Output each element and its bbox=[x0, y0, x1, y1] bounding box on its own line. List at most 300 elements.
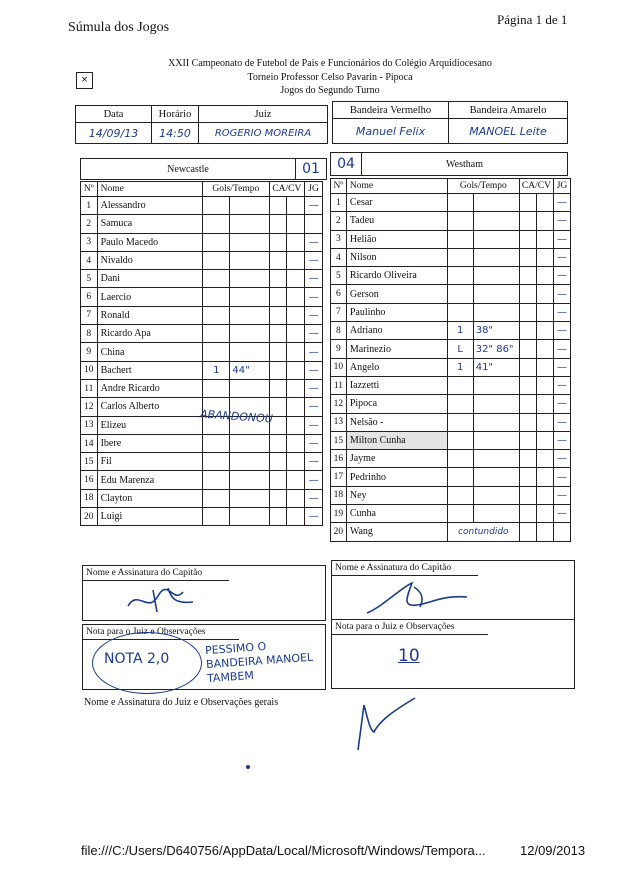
player-row bbox=[331, 468, 571, 486]
player-goals[interactable] bbox=[447, 376, 473, 394]
player-name: Ney bbox=[346, 486, 447, 504]
player-number: 2 bbox=[81, 215, 98, 233]
player-played-mark[interactable]: — bbox=[553, 431, 570, 449]
player-goals[interactable] bbox=[447, 285, 473, 303]
player-goals[interactable] bbox=[447, 194, 473, 212]
player-goal-time[interactable] bbox=[473, 468, 519, 486]
player-card-cv[interactable] bbox=[287, 434, 305, 452]
away-score[interactable]: 04 bbox=[331, 153, 362, 176]
player-card-cv[interactable] bbox=[536, 340, 553, 358]
player-card-ca[interactable] bbox=[519, 395, 536, 413]
player-goals[interactable] bbox=[203, 251, 230, 269]
player-played-mark[interactable]: — bbox=[305, 288, 323, 306]
player-number: 20 bbox=[331, 523, 347, 541]
home-score[interactable]: 01 bbox=[296, 159, 327, 180]
player-goal-time[interactable] bbox=[473, 505, 519, 523]
date-value[interactable]: 14/09/13 bbox=[76, 123, 152, 144]
col-cards: CA/CV bbox=[519, 179, 553, 194]
player-played-mark[interactable]: — bbox=[305, 416, 323, 434]
player-played-mark[interactable]: — bbox=[305, 197, 323, 215]
away-team-header bbox=[330, 152, 568, 176]
player-goal-time[interactable] bbox=[473, 486, 519, 504]
player-goal-time[interactable] bbox=[230, 197, 269, 215]
player-card-cv[interactable] bbox=[536, 505, 553, 523]
player-card-cv[interactable] bbox=[287, 453, 305, 471]
player-number: 4 bbox=[331, 248, 347, 266]
player-goals[interactable]: 1 bbox=[203, 361, 230, 379]
player-goals[interactable] bbox=[447, 212, 473, 230]
player-name: Elizeu bbox=[97, 416, 203, 434]
player-goal-time[interactable] bbox=[230, 379, 269, 397]
player-name: Fil bbox=[97, 453, 203, 471]
footer-date: 12/09/2013 bbox=[520, 843, 586, 858]
player-card-ca[interactable] bbox=[269, 270, 287, 288]
referee-signature-label: Nome e Assinatura do Juiz e Observações gerais bbox=[84, 697, 279, 708]
player-goal-time[interactable] bbox=[230, 233, 269, 251]
player-card-ca[interactable] bbox=[519, 431, 536, 449]
player-goals[interactable] bbox=[203, 197, 230, 215]
ink-dot bbox=[246, 765, 250, 769]
player-number: 12 bbox=[81, 398, 98, 416]
player-goals[interactable] bbox=[447, 431, 473, 449]
home-team-name: Newcastle bbox=[81, 159, 296, 180]
away-captain-signature bbox=[362, 577, 472, 617]
player-card-ca[interactable] bbox=[519, 322, 536, 340]
player-goal-time[interactable] bbox=[473, 212, 519, 230]
player-goal-time[interactable] bbox=[473, 285, 519, 303]
player-goals[interactable] bbox=[203, 379, 230, 397]
away-captain-box[interactable] bbox=[331, 560, 575, 620]
col-num: Nº bbox=[81, 182, 98, 197]
player-played-mark[interactable] bbox=[553, 523, 570, 541]
player-card-cv[interactable] bbox=[536, 358, 553, 376]
player-card-cv[interactable] bbox=[287, 508, 305, 526]
player-name: Ricardo Oliveira bbox=[346, 267, 447, 285]
player-number: 18 bbox=[331, 486, 347, 504]
player-name: Andre Ricardo bbox=[97, 379, 203, 397]
player-played-mark[interactable]: — bbox=[305, 434, 323, 452]
player-card-ca[interactable] bbox=[519, 194, 536, 212]
player-name: Ibere bbox=[97, 434, 203, 452]
player-name: Nilson bbox=[346, 248, 447, 266]
player-name: China bbox=[97, 343, 203, 361]
player-goals[interactable] bbox=[203, 471, 230, 489]
player-name: Pipoca bbox=[346, 395, 447, 413]
player-goal-time[interactable] bbox=[473, 431, 519, 449]
player-played-mark[interactable]: — bbox=[553, 340, 570, 358]
player-played-mark[interactable]: — bbox=[553, 358, 570, 376]
player-goals[interactable] bbox=[447, 230, 473, 248]
player-row bbox=[331, 322, 571, 340]
player-number: 17 bbox=[331, 468, 347, 486]
player-goals[interactable] bbox=[447, 486, 473, 504]
player-card-ca[interactable] bbox=[269, 215, 287, 233]
player-played-mark[interactable]: — bbox=[553, 413, 570, 431]
player-played-mark[interactable]: — bbox=[305, 471, 323, 489]
player-row bbox=[331, 486, 571, 504]
player-goal-time[interactable] bbox=[473, 450, 519, 468]
player-row bbox=[331, 285, 571, 303]
player-number: 8 bbox=[331, 322, 347, 340]
player-card-cv[interactable] bbox=[287, 379, 305, 397]
player-goal-time[interactable]: 38" bbox=[473, 322, 519, 340]
player-played-mark[interactable]: — bbox=[305, 233, 323, 251]
player-number: 4 bbox=[81, 251, 98, 269]
player-goals[interactable] bbox=[203, 306, 230, 324]
player-goal-time[interactable] bbox=[230, 215, 269, 233]
away-notes-label: Nota para o Juiz e Observações bbox=[332, 620, 488, 635]
player-card-cv[interactable] bbox=[536, 395, 553, 413]
player-card-ca[interactable] bbox=[269, 361, 287, 379]
player-goals[interactable]: L bbox=[447, 340, 473, 358]
player-card-cv[interactable] bbox=[536, 450, 553, 468]
referee-signature bbox=[340, 690, 420, 755]
player-card-cv[interactable] bbox=[536, 486, 553, 504]
player-card-cv[interactable] bbox=[536, 267, 553, 285]
time-value[interactable]: 14:50 bbox=[152, 123, 199, 144]
away-notes-box[interactable] bbox=[331, 619, 575, 689]
player-played-mark[interactable]: — bbox=[553, 267, 570, 285]
player-row bbox=[81, 251, 323, 269]
player-played-mark[interactable]: — bbox=[553, 194, 570, 212]
home-notes-label: Nota para o Juiz e Observações bbox=[83, 625, 239, 640]
player-card-cv[interactable] bbox=[536, 230, 553, 248]
player-card-ca[interactable] bbox=[269, 288, 287, 306]
player-number: 9 bbox=[81, 343, 98, 361]
player-played-mark[interactable] bbox=[305, 215, 323, 233]
player-played-mark[interactable]: — bbox=[305, 508, 323, 526]
player-played-mark[interactable]: — bbox=[553, 450, 570, 468]
player-name: Clayton bbox=[97, 489, 203, 507]
player-goals[interactable] bbox=[447, 395, 473, 413]
player-goals[interactable] bbox=[203, 233, 230, 251]
championship-title: XXII Campeonato de Futebol de Pais e Funcionários do Colégio Arquidiocesano bbox=[168, 58, 492, 69]
player-played-mark[interactable]: — bbox=[553, 322, 570, 340]
player-played-mark[interactable]: — bbox=[305, 270, 323, 288]
player-number: 11 bbox=[81, 379, 98, 397]
player-number: 16 bbox=[331, 450, 347, 468]
player-number: 11 bbox=[331, 376, 347, 394]
player-goal-time[interactable] bbox=[230, 453, 269, 471]
player-goals[interactable] bbox=[203, 215, 230, 233]
player-row bbox=[331, 358, 571, 376]
player-goals[interactable] bbox=[203, 508, 230, 526]
player-card-cv[interactable] bbox=[287, 361, 305, 379]
player-row bbox=[331, 395, 571, 413]
player-goals[interactable]: 1 bbox=[447, 322, 473, 340]
player-number: 19 bbox=[331, 505, 347, 523]
player-card-ca[interactable] bbox=[519, 303, 536, 321]
player-name: Cesar bbox=[346, 194, 447, 212]
player-played-mark[interactable]: — bbox=[305, 306, 323, 324]
player-played-mark[interactable]: — bbox=[553, 285, 570, 303]
player-card-ca[interactable] bbox=[519, 523, 536, 541]
col-goals: Gols/Tempo bbox=[203, 182, 269, 197]
tournament-title: Torneio Professor Celso Pavarin - Pipoca bbox=[247, 72, 413, 83]
player-played-mark[interactable]: — bbox=[305, 453, 323, 471]
player-played-mark[interactable]: — bbox=[305, 325, 323, 343]
player-goal-time[interactable] bbox=[473, 230, 519, 248]
player-card-ca[interactable] bbox=[269, 508, 287, 526]
player-row bbox=[81, 434, 323, 452]
player-name: Cunha bbox=[346, 505, 447, 523]
checkbox[interactable]: × bbox=[76, 72, 93, 89]
player-goal-time[interactable]: 41" bbox=[473, 358, 519, 376]
player-row bbox=[81, 215, 323, 233]
player-card-cv[interactable] bbox=[536, 322, 553, 340]
player-card-cv[interactable] bbox=[287, 233, 305, 251]
player-played-mark[interactable]: — bbox=[553, 468, 570, 486]
col-name: Nome bbox=[97, 182, 203, 197]
player-card-ca[interactable] bbox=[269, 489, 287, 507]
player-name: Tadeu bbox=[346, 212, 447, 230]
player-goal-time[interactable] bbox=[473, 303, 519, 321]
player-card-cv[interactable] bbox=[287, 398, 305, 416]
player-row bbox=[331, 340, 571, 358]
player-card-cv[interactable] bbox=[287, 306, 305, 324]
player-goal-time[interactable] bbox=[230, 489, 269, 507]
player-card-cv[interactable] bbox=[536, 303, 553, 321]
player-goal-time[interactable] bbox=[230, 434, 269, 452]
player-row bbox=[81, 270, 323, 288]
player-goal-time[interactable] bbox=[473, 376, 519, 394]
player-row bbox=[331, 505, 571, 523]
referee-header: Juiz bbox=[199, 106, 328, 123]
col-name: Nome bbox=[346, 179, 447, 194]
player-card-cv[interactable] bbox=[536, 194, 553, 212]
player-name: Marinezio bbox=[346, 340, 447, 358]
player-card-cv[interactable] bbox=[287, 197, 305, 215]
player-played-mark[interactable]: — bbox=[305, 251, 323, 269]
player-goals[interactable] bbox=[447, 303, 473, 321]
player-card-ca[interactable] bbox=[269, 343, 287, 361]
player-goals[interactable] bbox=[447, 450, 473, 468]
player-number: 2 bbox=[331, 212, 347, 230]
player-card-ca[interactable] bbox=[269, 379, 287, 397]
player-played-mark[interactable]: — bbox=[305, 343, 323, 361]
player-row bbox=[331, 450, 571, 468]
player-played-mark[interactable]: — bbox=[305, 379, 323, 397]
player-row bbox=[331, 248, 571, 266]
red-flag-value[interactable]: Manuel Felix bbox=[333, 119, 449, 144]
player-number: 1 bbox=[81, 197, 98, 215]
player-card-ca[interactable] bbox=[519, 413, 536, 431]
home-captain-signature bbox=[123, 584, 203, 616]
player-goals[interactable]: contundido bbox=[447, 523, 519, 541]
player-row bbox=[81, 471, 323, 489]
player-goals[interactable] bbox=[203, 453, 230, 471]
player-card-ca[interactable] bbox=[519, 376, 536, 394]
player-card-cv[interactable] bbox=[536, 376, 553, 394]
player-number: 16 bbox=[81, 471, 98, 489]
player-card-ca[interactable] bbox=[519, 230, 536, 248]
player-goals[interactable] bbox=[203, 288, 230, 306]
home-captain-label: Nome e Assinatura do Capitão bbox=[83, 566, 229, 581]
player-number: 9 bbox=[331, 340, 347, 358]
player-name: Wang bbox=[346, 523, 447, 541]
player-number: 7 bbox=[81, 306, 98, 324]
player-number: 3 bbox=[81, 233, 98, 251]
home-remark: PESSIMO O BANDEIRA MANOEL TAMBEM bbox=[204, 639, 314, 686]
player-card-ca[interactable] bbox=[519, 248, 536, 266]
col-num: Nº bbox=[331, 179, 347, 194]
player-goal-time[interactable] bbox=[473, 267, 519, 285]
player-played-mark[interactable]: — bbox=[305, 489, 323, 507]
player-played-mark[interactable]: — bbox=[305, 361, 323, 379]
player-goals[interactable] bbox=[203, 325, 230, 343]
home-captain-box[interactable] bbox=[82, 565, 326, 621]
player-goals[interactable] bbox=[203, 343, 230, 361]
player-name: Paulo Macedo bbox=[97, 233, 203, 251]
player-goals[interactable] bbox=[447, 267, 473, 285]
player-played-mark[interactable]: — bbox=[553, 395, 570, 413]
player-card-ca[interactable] bbox=[519, 486, 536, 504]
home-team-header bbox=[80, 158, 327, 180]
player-goal-time[interactable] bbox=[230, 251, 269, 269]
player-name: Gerson bbox=[346, 285, 447, 303]
player-played-mark[interactable]: — bbox=[553, 230, 570, 248]
player-number: 14 bbox=[81, 434, 98, 452]
player-goals[interactable] bbox=[447, 248, 473, 266]
player-goal-time[interactable] bbox=[230, 288, 269, 306]
player-card-ca[interactable] bbox=[519, 212, 536, 230]
player-goals[interactable] bbox=[447, 468, 473, 486]
player-name: Alessandro bbox=[97, 197, 203, 215]
referee-value[interactable]: ROGERIO MOREIRA bbox=[199, 123, 328, 144]
player-row bbox=[331, 212, 571, 230]
player-card-ca[interactable] bbox=[519, 450, 536, 468]
date-header: Data bbox=[76, 106, 152, 123]
player-card-ca[interactable] bbox=[519, 267, 536, 285]
player-goal-time[interactable] bbox=[230, 471, 269, 489]
player-card-ca[interactable] bbox=[269, 251, 287, 269]
col-played: JG bbox=[553, 179, 570, 194]
player-goal-time[interactable] bbox=[473, 395, 519, 413]
player-name: Iazzetti bbox=[346, 376, 447, 394]
player-name: Ronald bbox=[97, 306, 203, 324]
player-goals[interactable] bbox=[447, 413, 473, 431]
player-row bbox=[331, 413, 571, 431]
abandonou-note: ABANDONOU bbox=[199, 407, 274, 426]
player-card-cv[interactable] bbox=[536, 413, 553, 431]
player-card-ca[interactable] bbox=[269, 453, 287, 471]
player-card-cv[interactable] bbox=[287, 343, 305, 361]
player-name: Samuca bbox=[97, 215, 203, 233]
player-card-cv[interactable] bbox=[536, 285, 553, 303]
player-played-mark[interactable]: — bbox=[553, 248, 570, 266]
player-played-mark[interactable]: — bbox=[553, 303, 570, 321]
player-card-cv[interactable] bbox=[536, 523, 553, 541]
player-name: Milton Cunha bbox=[346, 431, 447, 449]
player-number: 15 bbox=[81, 453, 98, 471]
player-goal-time[interactable] bbox=[230, 508, 269, 526]
player-card-cv[interactable] bbox=[287, 251, 305, 269]
player-goal-time[interactable] bbox=[230, 306, 269, 324]
player-name: Angelo bbox=[346, 358, 447, 376]
player-number: 1 bbox=[331, 194, 347, 212]
linesmen-table bbox=[332, 101, 568, 144]
player-name: Adriano bbox=[346, 322, 447, 340]
player-card-ca[interactable] bbox=[519, 340, 536, 358]
player-played-mark[interactable]: — bbox=[305, 398, 323, 416]
player-goal-time[interactable] bbox=[473, 194, 519, 212]
player-number: 10 bbox=[331, 358, 347, 376]
player-played-mark[interactable]: — bbox=[553, 505, 570, 523]
player-card-cv[interactable] bbox=[287, 471, 305, 489]
player-card-ca[interactable] bbox=[519, 358, 536, 376]
yellow-flag-header: Bandeira Amarelo bbox=[449, 102, 568, 119]
player-number: 7 bbox=[331, 303, 347, 321]
player-row bbox=[81, 233, 323, 251]
red-flag-header: Bandeira Vermelho bbox=[333, 102, 449, 119]
player-card-cv[interactable] bbox=[287, 215, 305, 233]
player-goals[interactable] bbox=[447, 505, 473, 523]
player-card-cv[interactable] bbox=[287, 288, 305, 306]
page-indicator: Página 1 de 1 bbox=[497, 12, 568, 27]
player-goal-time[interactable] bbox=[473, 413, 519, 431]
player-played-mark[interactable]: — bbox=[553, 486, 570, 504]
player-row bbox=[81, 325, 323, 343]
yellow-flag-value[interactable]: MANOEL Leite bbox=[449, 119, 568, 144]
player-card-ca[interactable] bbox=[269, 233, 287, 251]
player-goal-time[interactable]: 32" 86" bbox=[473, 340, 519, 358]
round-title: Jogos do Segundo Turno bbox=[280, 85, 380, 96]
player-card-ca[interactable] bbox=[269, 471, 287, 489]
player-card-cv[interactable] bbox=[287, 416, 305, 434]
player-card-cv[interactable] bbox=[287, 489, 305, 507]
player-row bbox=[81, 453, 323, 471]
player-card-cv[interactable] bbox=[536, 248, 553, 266]
player-goal-time[interactable] bbox=[230, 270, 269, 288]
away-captain-label: Nome e Assinatura do Capitão bbox=[332, 561, 478, 576]
player-card-ca[interactable] bbox=[519, 468, 536, 486]
player-card-cv[interactable] bbox=[536, 468, 553, 486]
player-card-cv[interactable] bbox=[287, 270, 305, 288]
player-card-ca[interactable] bbox=[269, 434, 287, 452]
player-number: 5 bbox=[331, 267, 347, 285]
player-row bbox=[331, 230, 571, 248]
player-goals[interactable] bbox=[203, 489, 230, 507]
player-goal-time[interactable] bbox=[230, 343, 269, 361]
player-played-mark[interactable]: — bbox=[553, 212, 570, 230]
player-row bbox=[81, 197, 323, 215]
col-played: JG bbox=[305, 182, 323, 197]
player-row bbox=[81, 489, 323, 507]
player-goals[interactable] bbox=[203, 270, 230, 288]
player-number: 18 bbox=[81, 489, 98, 507]
player-name: Dani bbox=[97, 270, 203, 288]
player-goal-time[interactable] bbox=[473, 248, 519, 266]
player-card-cv[interactable] bbox=[536, 212, 553, 230]
player-card-cv[interactable] bbox=[536, 431, 553, 449]
player-goals[interactable] bbox=[203, 434, 230, 452]
player-goal-time[interactable] bbox=[230, 325, 269, 343]
player-card-ca[interactable] bbox=[269, 197, 287, 215]
player-goal-time[interactable]: 44" bbox=[230, 361, 269, 379]
player-row bbox=[331, 376, 571, 394]
player-played-mark[interactable]: — bbox=[553, 376, 570, 394]
player-number: 13 bbox=[331, 413, 347, 431]
player-card-ca[interactable] bbox=[269, 306, 287, 324]
player-goals[interactable]: 1 bbox=[447, 358, 473, 376]
player-name: Carlos Alberto bbox=[97, 398, 203, 416]
player-card-ca[interactable] bbox=[519, 285, 536, 303]
player-number: 5 bbox=[81, 270, 98, 288]
player-card-ca[interactable] bbox=[519, 505, 536, 523]
player-card-ca[interactable] bbox=[269, 325, 287, 343]
player-row bbox=[331, 523, 571, 541]
player-card-cv[interactable] bbox=[287, 325, 305, 343]
